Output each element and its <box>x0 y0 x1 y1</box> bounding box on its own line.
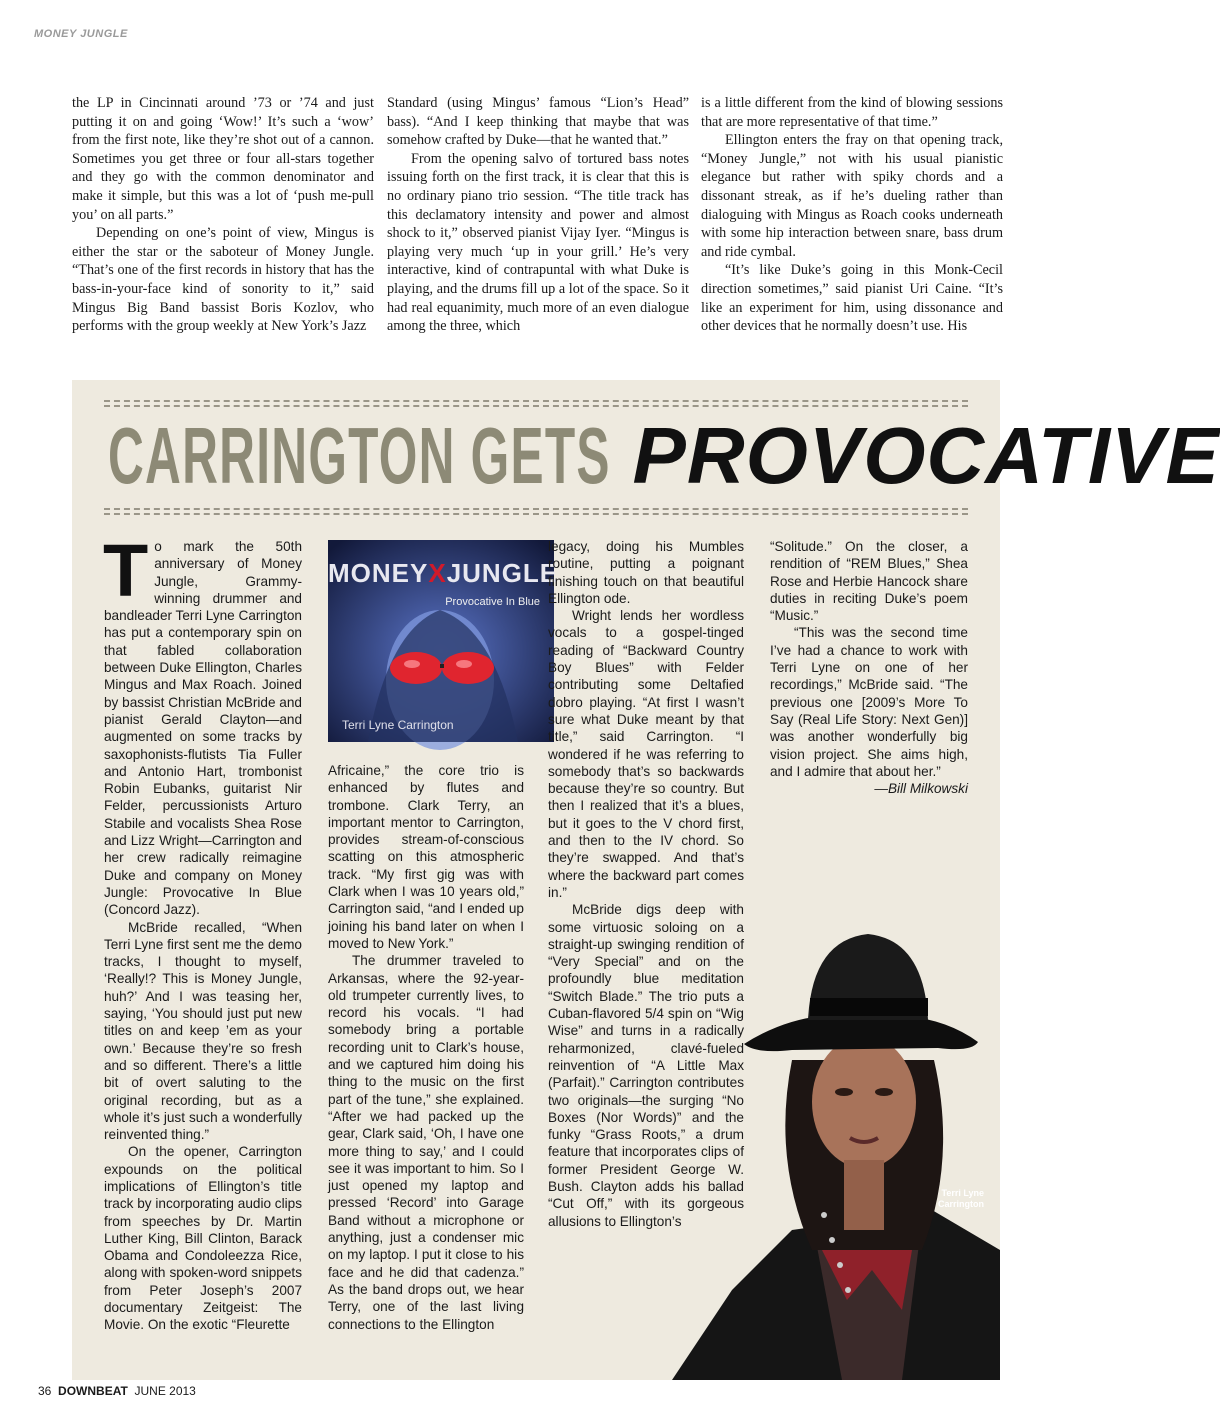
sidebar-paragraph: McBride recalled, “When Terri Lyne first sent me the demo tracks, I thought to myself, ‘Really!? This is Money Jungle, huh?’ And I was teasing her, saying, ‘You should just put new titles on and keep ’em as your own.’ Because they’re so fresh and so different. There’s a little bit of overt saluting to the original recording, but as a whole it’s just such a wonderfully reinvented thing.” <box>104 919 302 1143</box>
sidebar-column-2 <box>328 762 524 1380</box>
title-part-1: CARRINGTON GETS <box>108 411 611 500</box>
sidebar-column-4 <box>770 538 968 798</box>
drop-cap: T <box>103 529 149 612</box>
album-cover <box>328 540 559 742</box>
article-paragraph: is a little different from the kind of blowing sessions that are more representative of that time.” <box>701 95 1003 130</box>
photo-caption: Terri Lyne Carrington <box>938 1188 984 1209</box>
page-folio <box>38 1384 196 1398</box>
title-part-2: PROVOCATIVE <box>632 411 1220 500</box>
cover-title: MONEYXJUNGLE <box>328 558 559 588</box>
article-paragraph: Ellington enters the fray on that opening track, “Money Jungle,” not with his usual pianistic elegance but rather with spiky chords and a dissonant streak, as if he’s dueling rather than dialoguing with Mingus as Roach cooks underneath with some hip interaction between snare, bass drum and ride cymbal. <box>701 132 1003 260</box>
sidebar-paragraph: Wright lends her wordless vocals to a gospel-tinged reading of “Backward Country Boy Blues” with Felder contributing some Deltafied dobro playing. “At first I wasn’t sure what Duke meant by that title,” said Carrington. “I wondered if he was referring to somebody that’s so backwards because they’re so country. But then I realized that it’s a blues, but it goes to the V chord first, and then to the IV chord. So they’re swapped. And that’s where the backward part comes in.” <box>548 608 744 900</box>
sidebar-paragraph: McBride digs deep with some virtuosic soloing on a straight-up swinging rendition of “Very Special” and on the profoundly blue meditation “Switch Blade.” The trio puts a Cuban-flavored 5/4 spin on “Wig Wise” and turns in a radically reharmonized, clavé-fueled reinvention of “A Little Max (Parfait).” Carrington contributes two originals—the surging “No Boxes (Nor Words)” and the funky “Grass Roots,” a drum feature that incorporates clips of former President George W. Bush. Clayton adds his ballad “Cut Off,” with its gorgeous allusions to Ellington’s <box>548 902 744 1229</box>
sidebar-paragraph: The drummer traveled to Arkansas, where the 92-year-old trumpeter currently lives, to record his vocals. “I had somebody bring a portable recording unit to Clark’s house, and we captured him doing his thing to the music on the first part of the tune,” she explained. “After we had packed up the gear, Clark said, ‘Oh, I have one more thing to say,’ and I could see it was important to him. So I just opened my laptop and pressed ‘Record’ into Garage Band without a microphone or anything, just a condenser mic on my laptop. I put it close to his face and he did that cadenza.” As the band drops out, we hear Terry, one of the last living connections to the Ellington <box>328 953 524 1332</box>
sidebar-paragraph: On the opener, Carrington expounds on the political implications of Ellington’s title track by incorporating audio clips from speeches by Dr. Martin Luther King, Bill Clinton, Barack Obama and Condoleezza Rice, along with spoken-word snippets from Peter Joseph’s 2007 documentary Zeitgeist: The Movie. On the exotic “Fleurette <box>104 1144 302 1333</box>
article-paragraph: Standard (using Mingus’ famous “Lion’s Head” bass). “And I keep thinking that maybe that was somehow crafted by Duke—that he wanted that.” <box>387 95 689 149</box>
portrait-photo <box>672 830 1000 1380</box>
magazine-name: DOWNBEAT <box>58 1384 128 1398</box>
article-paragraph: the LP in Cincinnati around ’73 or ’74 and just putting it on and going ‘Wow!’ It’s such a ‘wow’ from the first note, like they’re shot out of a cannon. Sometimes you get three or four all-stars together and they go with the common denominator and make it simple, but this was a lot of ‘push me-pull you’ on all parts.” <box>72 95 374 223</box>
sidebar-paragraph: “This was the second time I’ve had a chance to work with Terri Lyne on one of her recordings,” McBride said. “The previous one [2009’s More To Say (Real Life Story: Next Gen)] was another wonderfully big vision project. She aims high, and I admire that about her.” <box>770 625 968 779</box>
article-paragraph: From the opening salvo of tortured bass notes issuing forth on the first track, it is clear that this is no ordinary piano trio session. “The title track has this declamatory intensity and power and almost shock to it,” observed pianist Vijay Iyer. “Mingus is playing very much ‘up in your grill.’ He’s very interactive, kind of contrapuntal with what Duke is playing, and the drums fill up a lot of the space. So it had real equanimity, much more of an even dialogue among the three, which <box>387 150 689 335</box>
article-paragraph: Depending on one’s point of view, Mingus is either the star or the saboteur of Money Jungle. “That’s one of the first records in history that has the bass-in-your-face kind of sonority to it,” said Mingus Big Band bassist Boris Kozlov, who performs with the group weekly at New York’s Jazz <box>72 225 374 335</box>
issue-date: JUNE 2013 <box>134 1384 196 1398</box>
article-paragraph: “It’s like Duke’s going in this Monk-Cecil direction sometimes,” said pianist Uri Caine. “It’s like an experiment for him, using dissonance and other devices that he normally doesn’t use. His <box>701 262 1003 335</box>
divider <box>104 400 968 402</box>
article-column-2 <box>387 94 689 354</box>
running-head: MONEY JUNGLE <box>34 28 128 40</box>
sidebar-title <box>108 406 1220 506</box>
divider <box>104 508 968 510</box>
sidebar-paragraph: “Solitude.” On the closer, a rendition of “REM Blues,” Shea Rose and Herbie Hancock share duties in reciting Duke’s poem “Music.” <box>770 539 968 624</box>
page-number: 36 <box>38 1384 52 1398</box>
sidebar-column-1 <box>103 529 302 1380</box>
cover-artist: Terri Lyne Carrington <box>342 718 454 732</box>
byline: —Bill Milkowski <box>874 781 968 797</box>
article-column-1 <box>72 94 374 354</box>
sidebar-paragraph: o mark the 50th anniversary of Money Jungle, Grammy-winning drummer and bandleader Terri Lyne Carrington has put a contemporary spin on that fabled collaboration between Duke Ellington, Charles Mingus and Max Roach. Joined by bassist Christian McBride and pianist Gerald Clayton—and augmented on some tracks by saxophonists-flutists Tia Fuller and Antonio Hart, trombonist Robin Eubanks, guitarist Nir Felder, percussionists Arturo Stabile and vocalists Shea Rose and Lizz Wright—Carrington and her crew radically reimagine Duke and company on Money Jungle: Provocative In Blue (Concord Jazz). <box>104 539 302 918</box>
article-column-3 <box>701 94 1003 354</box>
sidebar-box <box>72 380 1220 1380</box>
cover-subtitle: Provocative In Blue <box>445 596 540 608</box>
sidebar-paragraph: legacy, doing his Mumbles routine, putting a poignant finishing touch on that beautiful Ellington ode. <box>548 539 744 606</box>
sidebar-paragraph: Africaine,” the core trio is enhanced by flutes and trombone. Clark Terry, an important mentor to Carrington, provides stream-of-conscious scatting on this atmospheric track. “My first gig was with Clark when I was 10 years old,” Carrington said, “and I ended up joining his band later on when I moved to New York.” <box>328 763 524 951</box>
divider <box>104 513 968 515</box>
